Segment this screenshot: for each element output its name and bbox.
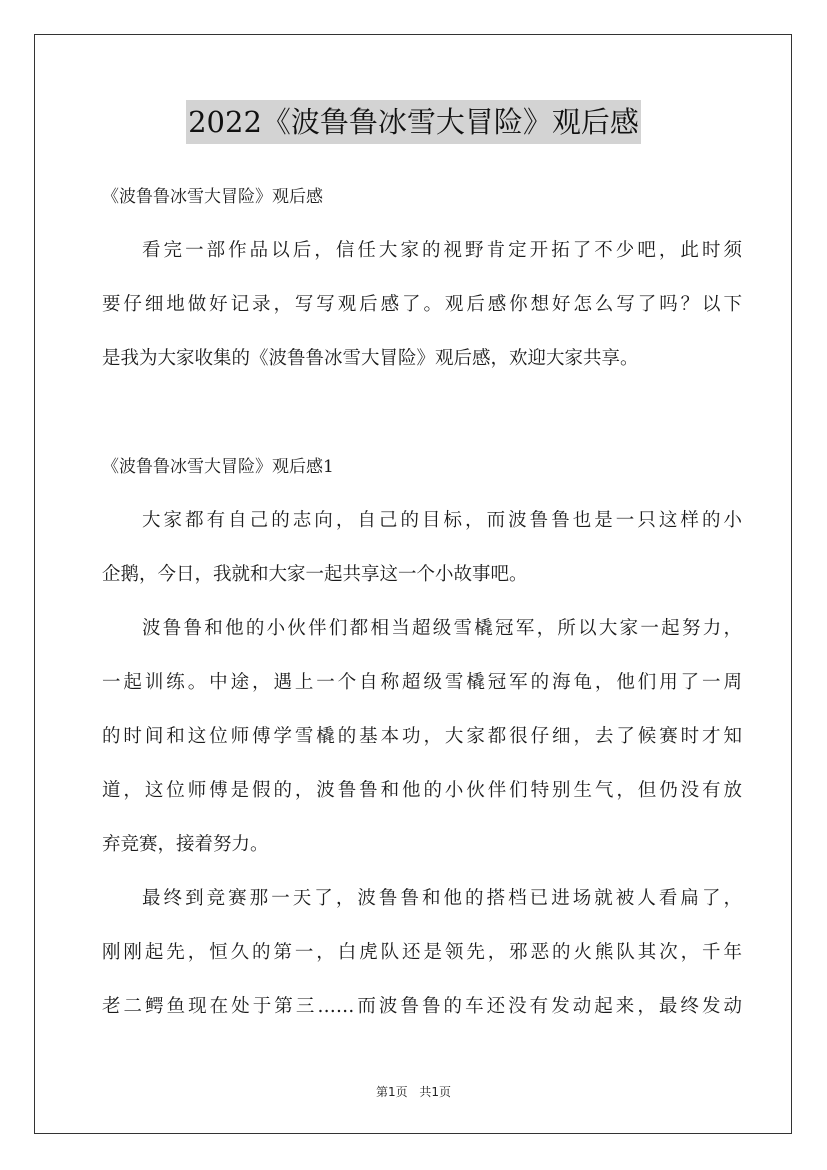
document-subtitle: 《波鲁鲁冰雪大冒险》观后感 (102, 187, 323, 207)
title-container (0, 100, 827, 144)
paragraph-line: 弃竞赛，接着努力。 (102, 834, 269, 855)
page-total: 共1页 (419, 1085, 452, 1099)
intro-line: 要仔细地做好记录，写写观后感了。观后感你想好怎么写了吗？以下 (102, 294, 742, 315)
paragraph-line: 道，这位师傅是假的，波鲁鲁和他的小伙伴们特别生气，但仍没有放 (102, 780, 742, 801)
document-body (102, 170, 742, 1034)
paragraph-line: 波鲁鲁和他的小伙伴们都相当超级雪橇冠军，所以大家一起努力， (142, 618, 742, 639)
intro-line: 是我为大家收集的《波鲁鲁冰雪大冒险》观后感，欢迎大家共享。 (102, 348, 639, 369)
paragraph-line: 的时间和这位师傅学雪橇的基本功，大家都很仔细，去了候赛时才知 (102, 726, 742, 747)
paragraph-line: 最终到竞赛那一天了，波鲁鲁和他的搭档已进场就被人看扁了， (142, 888, 742, 909)
paragraph-line: 刚刚起先，恒久的第一，白虎队还是领先，邪恶的火熊队其次，千年 (102, 942, 742, 963)
paragraph-line: 大家都有自己的志向，自己的目标，而波鲁鲁也是一只这样的小 (142, 510, 742, 531)
paragraph-line: 老二鳄鱼现在处于第三……而波鲁鲁的车还没有发动起来，最终发动 (102, 996, 742, 1017)
blank-line (102, 386, 742, 440)
paragraph-line: 一起训练。中途，遇上一个自称超级雪橇冠军的海龟，他们用了一周 (102, 672, 742, 693)
intro-line: 看完一部作品以后，信任大家的视野肯定开拓了不少吧，此时须 (142, 240, 742, 261)
document-title: 2022《波鲁鲁冰雪大冒险》观后感 (186, 100, 641, 144)
page-footer (0, 1083, 827, 1100)
page-number: 第1页 (375, 1085, 408, 1099)
paragraph-line: 企鹅，今日，我就和大家一起共享这一个小故事吧。 (102, 564, 528, 585)
section-heading: 《波鲁鲁冰雪大冒险》观后感1 (102, 457, 334, 477)
